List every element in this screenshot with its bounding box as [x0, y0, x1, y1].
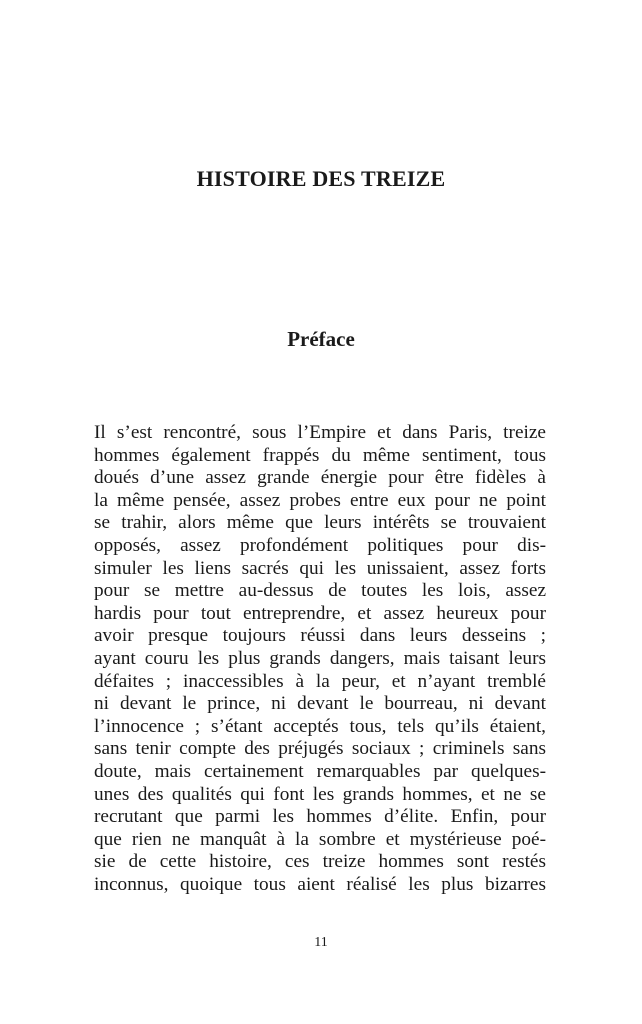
- text-line: ni devant le prince, ni devant le bourreau, ni devant: [94, 693, 546, 715]
- text-line: opposés, assez profondément politiques pour dis-: [94, 534, 546, 556]
- text-line: se trahir, alors même que leurs intérêts se trouvaient: [94, 512, 546, 534]
- page-number: 11: [314, 935, 328, 950]
- text-line: unes des qualités qui font les grands hommes, et ne se: [94, 783, 546, 805]
- text-line: recrutant que parmi les hommes d’élite. Enfin, pour: [94, 806, 546, 828]
- text-line: inconnus, quoique tous aient réalisé les plus bizarres: [94, 873, 546, 895]
- text-line: que rien ne manquât à la sombre et mystérieuse poé-: [94, 828, 546, 850]
- text-line: hardis pour tout entreprendre, et assez heureux pour: [94, 602, 546, 624]
- chapter-title: Préface: [287, 327, 355, 351]
- book-title: HISTOIRE DES TREIZE: [196, 166, 446, 191]
- text-line: la même pensée, assez probes entre eux pour ne point: [94, 489, 546, 511]
- body-paragraph: [94, 422, 546, 896]
- text-line: Il s’est rencontré, sous l’Empire et dans Paris, treize: [94, 422, 546, 443]
- text-line: sie de cette histoire, ces treize hommes sont restés: [94, 851, 546, 873]
- text-line: sans tenir compte des préjugés sociaux ; criminels sans: [94, 738, 546, 760]
- text-line: hommes également frappés du même sentiment, tous: [94, 444, 546, 466]
- text-line: ayant couru les plus grands dangers, mais taisant leurs: [94, 647, 546, 669]
- text-line: défaites ; inaccessibles à la peur, et n’ayant tremblé: [94, 670, 546, 692]
- text-line: simuler les liens sacrés qui les unissaient, assez forts: [94, 557, 546, 579]
- text-line: doués d’une assez grande énergie pour être fidèles à: [94, 467, 546, 489]
- text-line: avoir presque toujours réussi dans leurs desseins ;: [94, 625, 546, 647]
- text-line: l’innocence ; s’étant acceptés tous, tels qu’ils étaient,: [94, 715, 546, 737]
- text-line: pour se mettre au-dessus de toutes les lois, assez: [94, 580, 546, 602]
- text-line: doute, mais certainement remarquables par quelques-: [94, 760, 546, 782]
